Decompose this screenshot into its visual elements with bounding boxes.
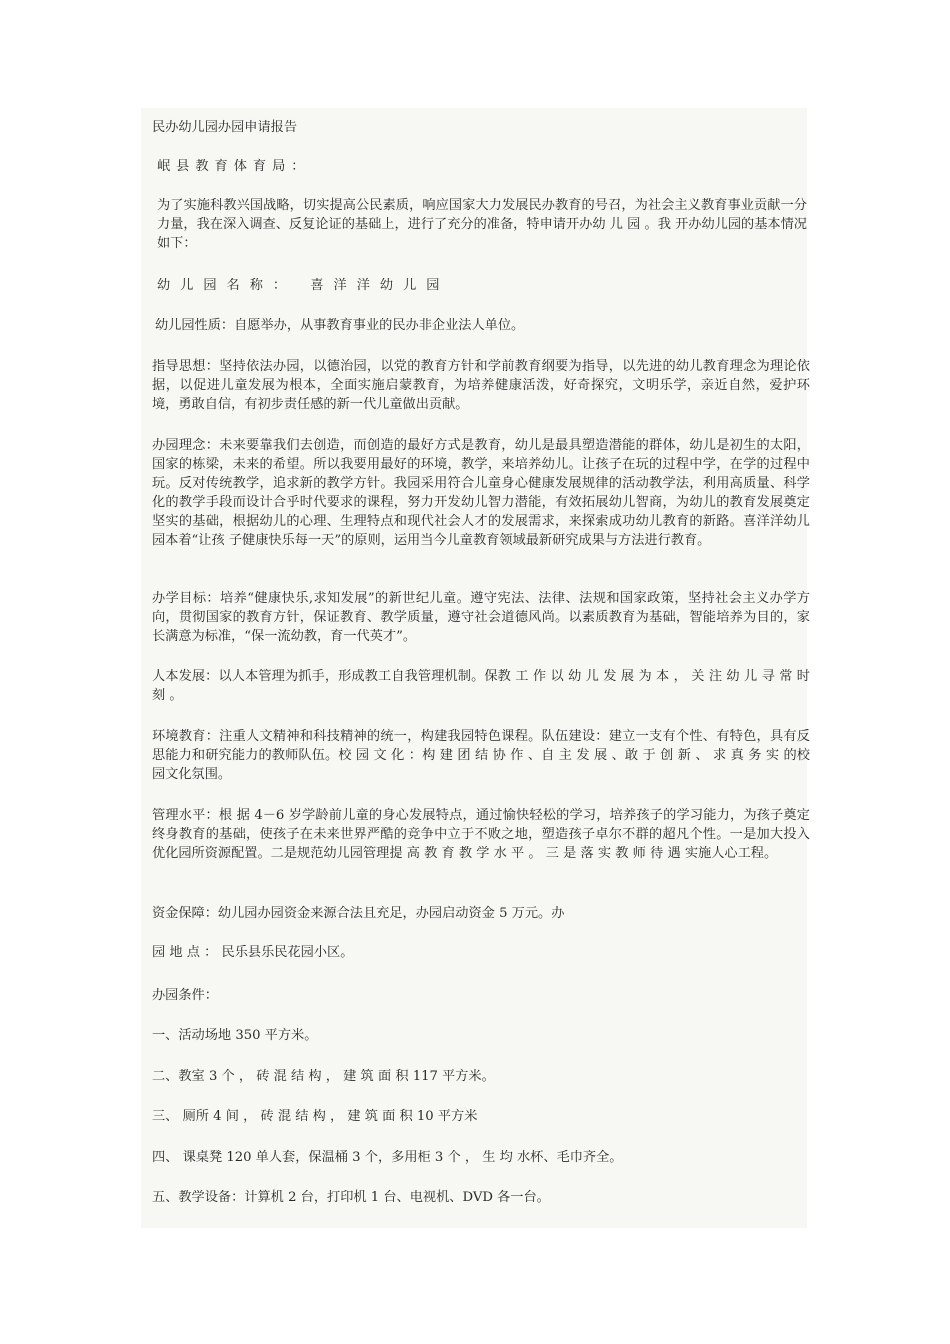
document-title: 民办幼儿园办园申请报告	[152, 120, 298, 135]
kindergarten-name: 幼儿园名称： 喜洋洋幼儿园	[157, 278, 450, 293]
intro-paragraph: 为了实施科教兴国战略，切实提高公民素质，响应国家大力发展民办教育的号召，为社会主义教育事业贡献一分力量，我在深入调查、反复论证的基础上，进行了充分的准备，特申请开办幼 儿 园 。我 开办幼儿园的基本情况如下：	[157, 198, 807, 251]
condition-item: 三、 厕所 4 间 ， 砖 混 结 构 ， 建 筑 面 积 10 平方米	[152, 1109, 478, 1124]
kindergarten-nature: 幼儿园性质：自愿举办，从事教育事业的民办非企业法人单位。	[155, 318, 525, 333]
environment-education: 环境教育：注重人文精神和科技精神的统一，构建我园特色课程。队伍建设：建立一支有个性、有特色，具有反思能力和研究能力的教师队伍。校 园 文 化 ：构 建 团 结 协 作 、自 主 发 展 、敢 于 创 新 、 求 真 务 实 的校园文化氛围。	[152, 729, 810, 782]
funding-guarantee: 资金保障：幼儿园办园资金来源合法且充足，办园启动资金 5 万元。办	[152, 906, 565, 921]
condition-item: 四、 课桌凳 120 单人套，保温桶 3 个，多用柜 3 个 ， 生 均 水杯、毛巾齐全。	[152, 1150, 623, 1165]
salutation: 岷县教育体育局：	[157, 159, 311, 174]
management-level: 管理水平：根 据 4－6 岁学龄前儿童的身心发展特点，通过愉快轻松的学习，培养孩子的学习能力，为孩子奠定终身教育的基础，使孩子在未来世界严酷的竞争中立于不败之地，塑造孩子卓尔不群的超凡个性。一是加大投入优化园所资源配置。二是规范幼儿园管理提 高 教 育 教 学 水 平 。 三 是 落 实 教 师 待 遇 实施人心工程。	[152, 808, 810, 861]
conditions-title: 办园条件：	[152, 988, 218, 1003]
condition-item: 一、活动场地 350 平方米。	[152, 1028, 318, 1043]
condition-item: 二、教室 3 个 ， 砖 混 结 构 ， 建 筑 面 积 117 平方米。	[152, 1069, 495, 1084]
guiding-thought: 指导思想：坚持依法办园，以德治园，以党的教育方针和学前教育纲要为指导，以先进的幼儿教育理念为理论依据，以促进儿童发展为根本，全面实施启蒙教育，为培养健康活泼，好奇探究，文明乐学，亲近自然，爱护环境，勇敢自信，有初步责任感的新一代儿童做出贡献。	[152, 359, 810, 412]
people-oriented-development: 人本发展：以人本管理为抓手，形成教工自我管理机制。保教 工 作 以 幼 儿 发 展 为 本 ， 关 注 幼 儿 寻 常 时 刻 。	[152, 669, 810, 703]
school-location: 园 地 点 ： 民乐县乐民花园小区。	[152, 945, 354, 960]
school-goal: 办学目标：培养“健康快乐,求知发展”的新世纪儿童。遵守宪法、法律、法规和国家政策，坚持社会主义办学方向，贯彻国家的教育方针，保证教育、教学质量，遵守社会道德风尚。以素质教育为基础，智能培养为目的，家长满意为标准，“保一流幼教，育一代英才”。	[152, 591, 810, 644]
school-philosophy: 办园理念：未来要靠我们去创造，而创造的最好方式是教育，幼儿是最具塑造潜能的群体，幼儿是初生的太阳，国家的栋梁，未来的希望。所以我要用最好的环境，教学，来培养幼儿。让孩子在玩的过程中学，在学的过程中玩。反对传统教学，追求新的教学方针。我园采用符合儿童身心健康发展规律的活动教学法，利用高质量、科学化的教学手段而设计合乎时代要求的课程，努力开发幼儿智力潜能，有效拓展幼儿智商，为幼儿的教育发展奠定坚实的基础，根据幼儿的心理、生理特点和现代社会人才的发展需求，来探索成功幼儿教育的新路。喜洋洋幼儿园本着“让孩 子健康快乐每一天”的原则，运用当今儿童教育领域最新研究成果与方法进行教育。	[152, 438, 810, 548]
condition-item: 五、教学设备：计算机 2 台，打印机 1 台、电视机、DVD 各一台。	[152, 1190, 550, 1205]
